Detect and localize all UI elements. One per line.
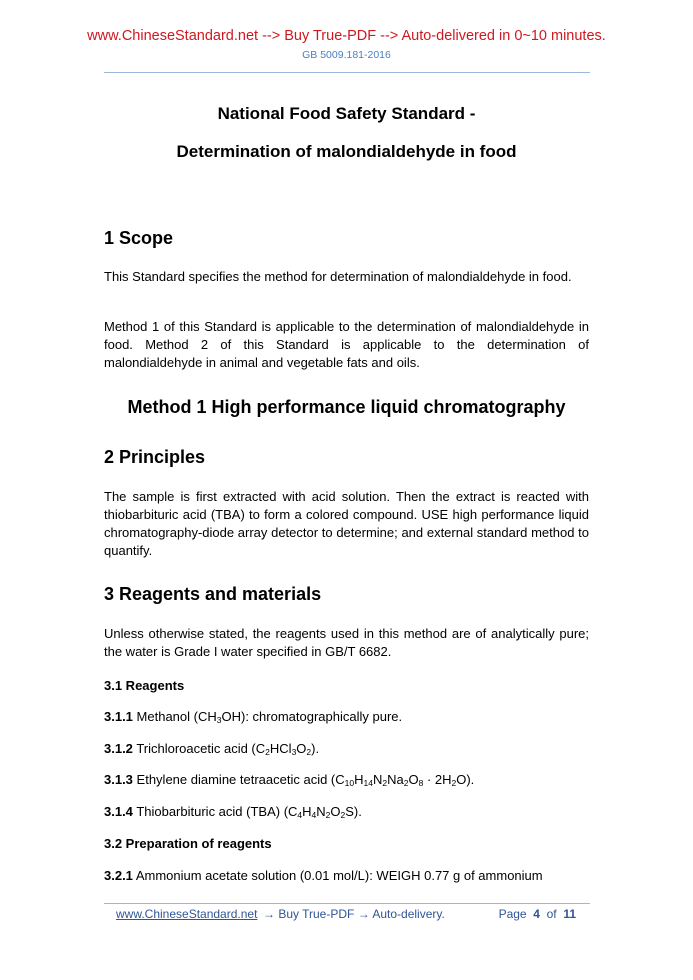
item-number: 3.1.3 [104,772,133,787]
reagent-3-1-3: 3.1.3 Ethylene diamine tetraacetic acid $(C_{10}H_{14}N_2Na_2O_8 \cdot 2H_2O)$. [104,772,475,788]
reagent-3-1-2: 3.1.2 Trichloroacetic acid $(C_2HCl_3O_2)$. [104,741,320,757]
document-title-line-1: National Food Safety Standard - [217,104,476,123]
section-2-heading: 2 Principles [104,447,206,467]
section-3-paragraph: Unless otherwise stated, the reagents used in this method are of analytically pure; the water is Grade I water specified in GB/T 6682. [104,626,589,659]
section-1-paragraph-1: This Standard specifies the method for determination of malondialdehyde in food. [104,269,572,284]
document-title-line-2: Determination of malondialdehyde in food [176,142,517,161]
page-total: 11 [563,907,576,921]
header-divider [104,72,590,73]
top-banner[interactable]: www.ChineseStandard.net --> Buy True-PDF --> Auto-delivered in 0~10 minutes. [87,28,606,44]
section-3-heading: 3 Reagents and materials [104,584,322,604]
page-number: 4 [533,907,540,921]
item-number: 3.1.4 [104,804,133,819]
reagent-3-1-1: 3.1.1 Methanol $(CH_3OH)$: chromatographically pure. [104,709,403,725]
section-1-heading: 1 Scope [104,228,174,248]
reagent-3-1-4: 3.1.4 Thiobarbituric acid (TBA) $(C_4H_4N_2O_2S)$. [104,804,362,820]
item-number: 3.1.1 [104,709,133,724]
footer [116,906,576,922]
page-indicator: Page 4 of 11 [498,907,576,921]
item-number: 3.2.1 [104,868,133,883]
section-1-paragraph-2: Method 1 of this Standard is applicable to the determination of malondialdehyde in food. Method 2 of this Standard is applicable to the determination of malondialdehyde in animal and vegetable fats and oils. [104,319,589,370]
subsection-3-2-heading: 3.2 Preparation of reagents [104,836,272,851]
footer-website-link[interactable]: www.ChineseStandard.net [116,907,258,921]
footer-divider [104,903,590,904]
footer-buy-text: → Buy True-PDF → Auto-delivery. [263,907,445,921]
method-1-heading: Method 1 High performance liquid chromatography [127,397,566,417]
item-number: 3.1.2 [104,741,133,756]
reagent-3-2-1: 3.2.1 Ammonium acetate solution (0.01 mol/L): WEIGH 0.77 g of ammonium [104,868,543,883]
section-2-paragraph: The sample is first extracted with acid solution. Then the extract is reacted with thiobarbituric acid (TBA) to form a colored compound. USE high performance liquid chromatography-diode array detector to determine; and external standard method to quantify. [104,489,589,558]
subsection-3-1-heading: 3.1 Reagents [104,678,185,693]
standard-code: GB 5009.181-2016 [302,49,391,61]
